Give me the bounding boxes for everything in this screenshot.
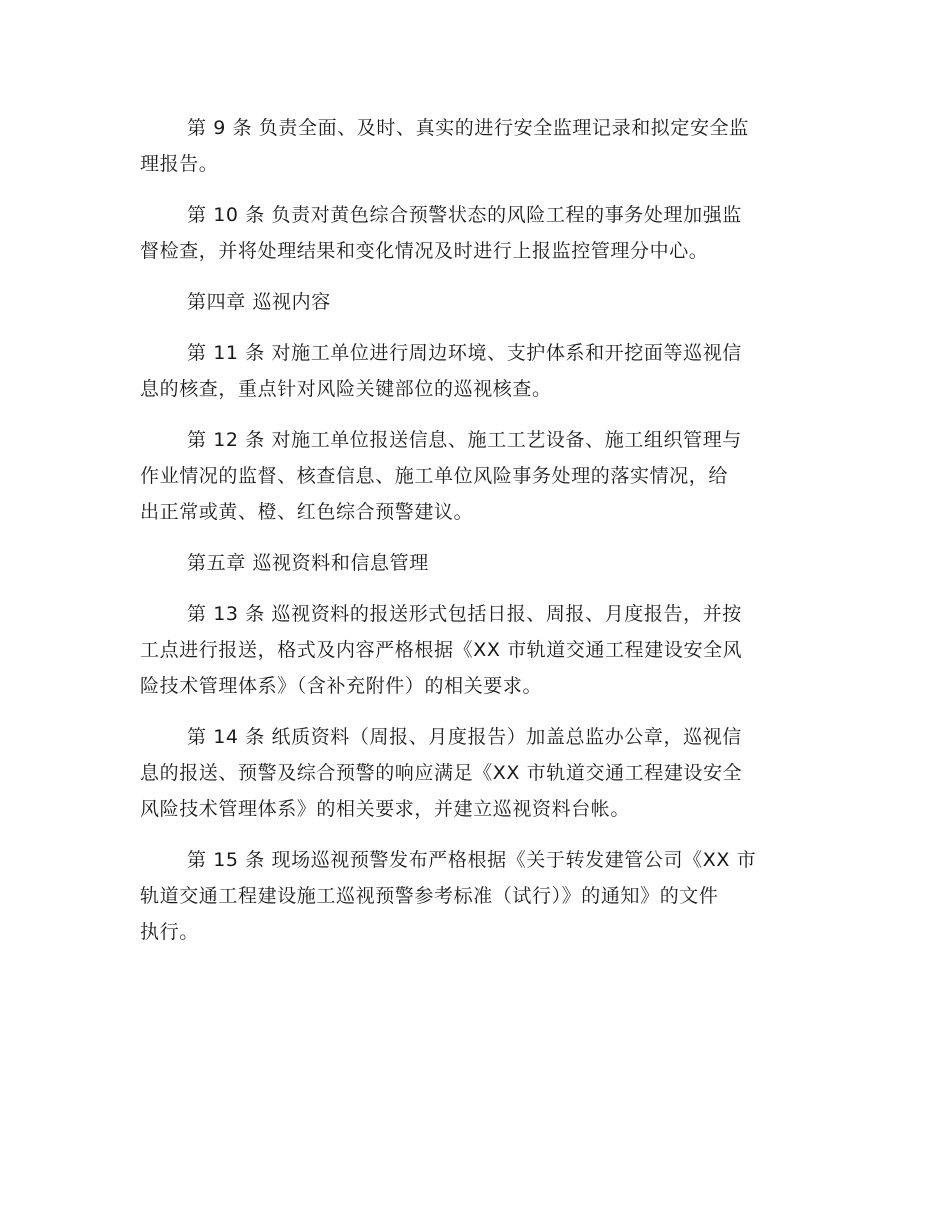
article-11 [140,335,810,407]
text-line: 第 9 条 负责全面、及时、真实的进行安全监理记录和拟定安全监 [187,117,749,139]
article-14 [140,719,810,827]
text-line: 风险技术管理体系》的相关要求，并建立巡视资料台帐。 [140,798,631,820]
text-line: 理报告。 [140,153,219,175]
chapter-4-heading: 第四章 巡视内容 [187,291,331,313]
text-line: 轨道交通工程建设施工巡视预警参考标准（试行）》的通知》的文件 [140,885,719,907]
document-body [140,110,810,965]
text-line: 第 13 条 巡视资料的报送形式包括日报、周报、月度报告，并按 [187,603,742,625]
article-9 [140,110,810,182]
text-line: 第 10 条 负责对黄色综合预警状态的风险工程的事务处理加强监 [187,204,742,226]
article-15 [140,842,810,950]
text-line: 工点进行报送，格式及内容严格根据《XX 市轨道交通工程建设安全风 [140,639,743,661]
chapter-5-heading: 第五章 巡视资料和信息管理 [187,552,429,574]
text-line: 第 11 条 对施工单位进行周边环境、支护体系和开挖面等巡视信 [187,342,742,364]
article-13 [140,596,810,704]
article-12 [140,422,810,530]
text-line: 险技术管理体系》（含补充附件）的相关要求。 [140,675,543,697]
text-line: 作业情况的监督、核查信息、施工单位风险事务处理的落实情况，给 [140,465,729,487]
text-line: 督检查，并将处理结果和变化情况及时进行上报监控管理分中心。 [140,240,709,262]
text-line: 息的核查，重点针对风险关键部位的巡视核查。 [140,378,552,400]
article-10 [140,197,810,269]
text-line: 第 15 条 现场巡视预警发布严格根据《关于转发建管公司《XX 市 [187,849,757,871]
text-line: 出正常或黄、橙、红色综合预警建议。 [140,501,474,523]
text-line: 执行。 [140,921,199,943]
text-line: 息的报送、预警及综合预警的响应满足《XX 市轨道交通工程建设安全 [140,762,743,784]
text-line: 第 14 条 纸质资料（周报、月度报告）加盖总监办公章，巡视信 [187,726,742,748]
text-line: 第 12 条 对施工单位报送信息、施工工艺设备、施工组织管理与 [187,429,742,451]
